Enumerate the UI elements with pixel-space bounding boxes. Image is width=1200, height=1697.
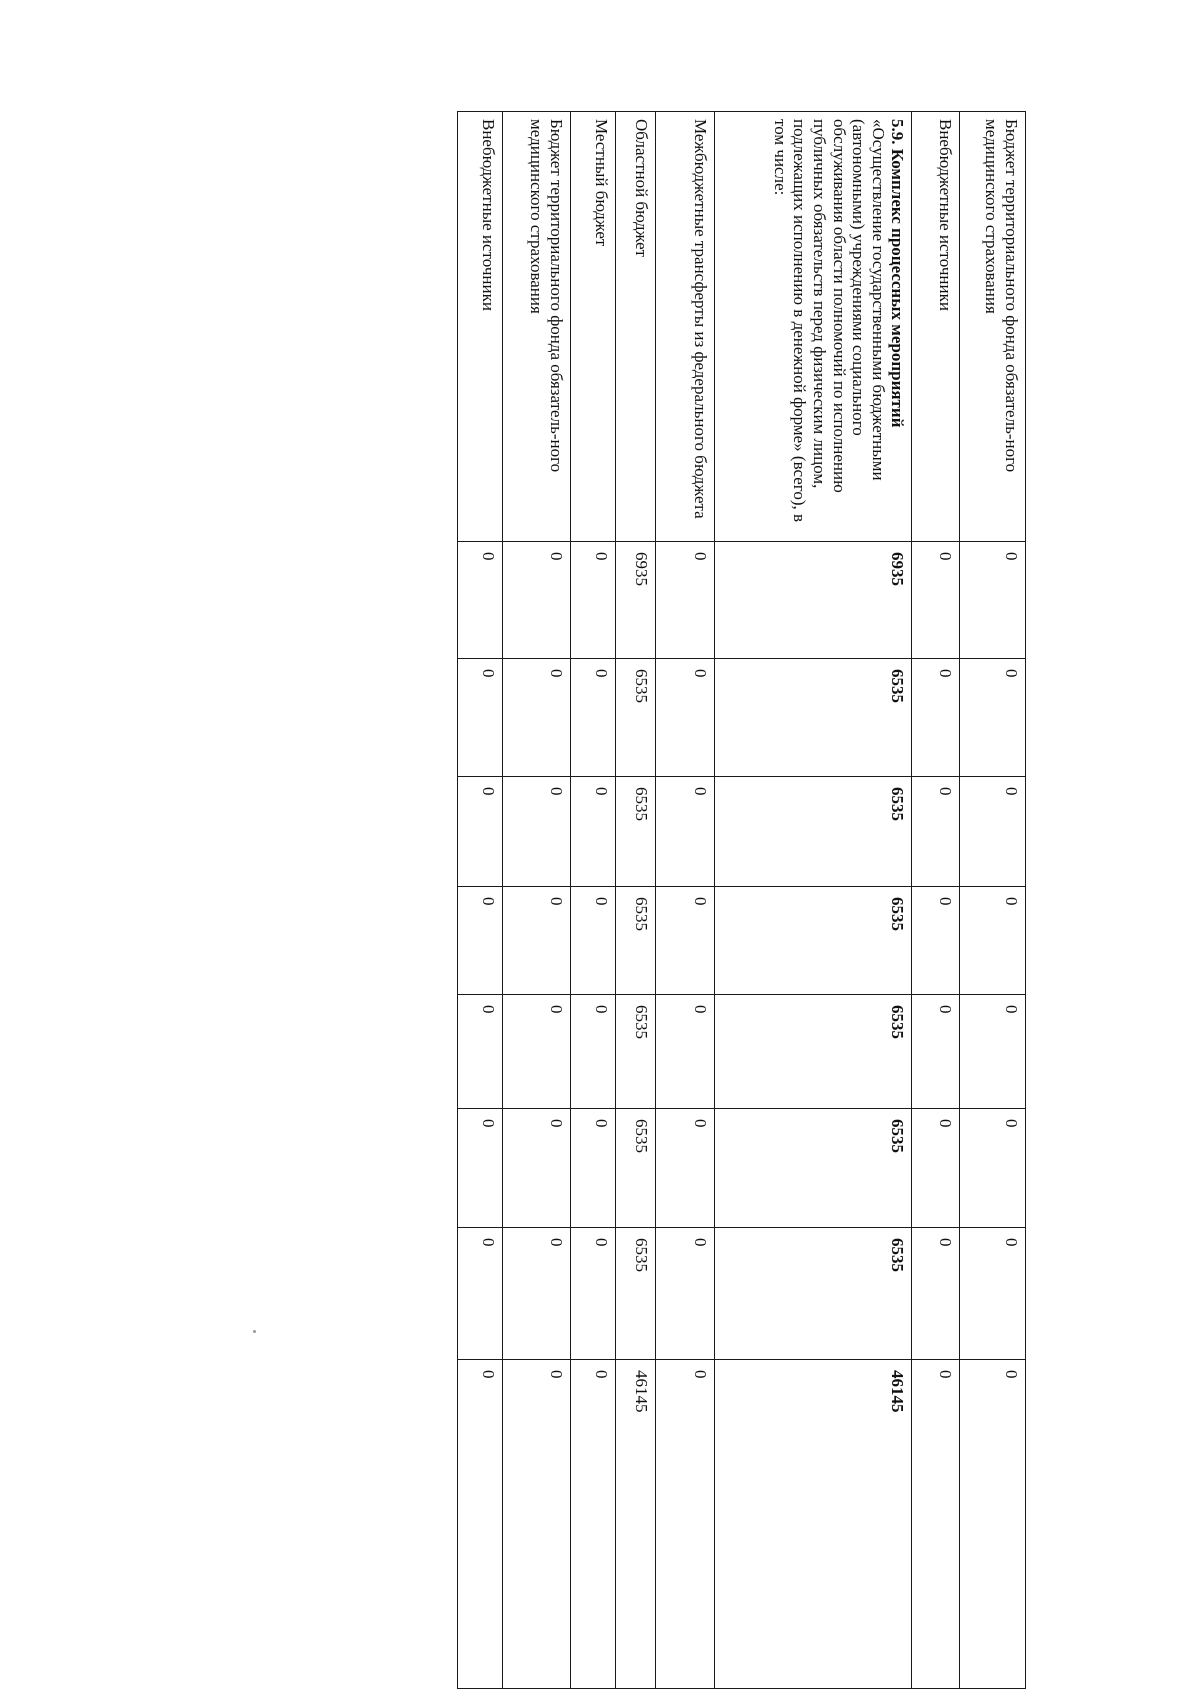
complex-title: 5.9. Комплекс процессных мероприятий (888, 119, 908, 428)
value-cell: 0 (656, 1228, 715, 1360)
budget-table-body (458, 112, 1026, 1689)
value-cell: 0 (959, 1109, 1025, 1228)
value-cell: 0 (503, 995, 571, 1109)
value-cell: 0 (912, 1109, 959, 1228)
value-cell: 6535 (615, 659, 655, 777)
value-cell: 6535 (615, 1109, 655, 1228)
value-cell: 0 (656, 659, 715, 777)
value-cell: 6535 (715, 659, 912, 777)
table-row (503, 112, 571, 1689)
value-cell: 0 (959, 995, 1025, 1109)
total-cell: 0 (959, 1360, 1025, 1689)
total-cell: 0 (503, 1360, 571, 1689)
value-cell: 6535 (615, 887, 655, 995)
value-cell: 0 (959, 542, 1025, 659)
table-row (458, 112, 503, 1689)
value-cell: 0 (912, 995, 959, 1109)
rotated-page-content (457, 111, 1026, 1688)
value-cell: 6935 (615, 542, 655, 659)
value-cell: 6535 (615, 995, 655, 1109)
value-cell: 6535 (615, 777, 655, 887)
value-cell: 0 (458, 1228, 503, 1360)
value-cell: 0 (458, 995, 503, 1109)
value-cell: 0 (656, 995, 715, 1109)
value-cell: 0 (458, 1109, 503, 1228)
total-cell: 46145 (615, 1360, 655, 1689)
value-cell: 0 (570, 777, 615, 887)
value-cell: 0 (458, 659, 503, 777)
row-label (715, 112, 912, 542)
row-label: Местный бюджет (570, 112, 615, 542)
value-cell: 0 (458, 887, 503, 995)
value-cell: 0 (503, 1228, 571, 1360)
row-label: Бюджет территориального фонда обязатель-ного медицинского страхования (959, 112, 1025, 542)
value-cell: 6535 (715, 777, 912, 887)
value-cell: 0 (458, 777, 503, 887)
total-cell: 0 (656, 1360, 715, 1689)
value-cell: 0 (570, 1109, 615, 1228)
value-cell: 0 (959, 659, 1025, 777)
value-cell: 6935 (715, 542, 912, 659)
value-cell: 6535 (715, 887, 912, 995)
table-row (959, 112, 1025, 1689)
value-cell: 0 (912, 1228, 959, 1360)
value-cell: 0 (656, 887, 715, 995)
value-cell: 0 (959, 777, 1025, 887)
value-cell: 6535 (715, 1109, 912, 1228)
value-cell: 0 (912, 542, 959, 659)
value-cell: 0 (570, 542, 615, 659)
value-cell: 0 (458, 542, 503, 659)
value-cell: 6535 (615, 1228, 655, 1360)
value-cell: 6535 (715, 995, 912, 1109)
value-cell: 0 (570, 659, 615, 777)
value-cell: 0 (503, 659, 571, 777)
value-cell: 0 (503, 887, 571, 995)
value-cell: 0 (570, 1228, 615, 1360)
value-cell: 0 (656, 777, 715, 887)
value-cell: 0 (570, 995, 615, 1109)
value-cell: 0 (503, 1109, 571, 1228)
row-label: Областной бюджет (615, 112, 655, 542)
value-cell: 6535 (715, 1228, 912, 1360)
row-label: Внебюджетные источники (458, 112, 503, 542)
value-cell: 0 (570, 887, 615, 995)
total-cell: 0 (458, 1360, 503, 1689)
budget-table (457, 111, 1026, 1689)
scan-speck (253, 1330, 256, 1333)
value-cell: 0 (656, 542, 715, 659)
total-cell: 0 (570, 1360, 615, 1689)
table-row (656, 112, 715, 1689)
table-row (912, 112, 959, 1689)
value-cell: 0 (503, 777, 571, 887)
value-cell: 0 (503, 542, 571, 659)
value-cell: 0 (912, 887, 959, 995)
complex-description: «Осуществление государственными бюджетными (автономными) учреждениями социального обслуживания области полномочий по исполнению публичных обязательств перед физическим лицом, подлежащих исполнению в денежной форме» (всего), в том числе: (770, 119, 888, 523)
table-row (615, 112, 655, 1689)
row-label: Межбюджетные трансферты из федерального бюджета (656, 112, 715, 542)
total-cell: 0 (912, 1360, 959, 1689)
value-cell: 0 (959, 1228, 1025, 1360)
row-label: Внебюджетные источники (912, 112, 959, 542)
value-cell: 0 (959, 887, 1025, 995)
value-cell: 0 (912, 659, 959, 777)
table-row (715, 112, 912, 1689)
table-row (570, 112, 615, 1689)
value-cell: 0 (656, 1109, 715, 1228)
row-label: Бюджет территориального фонда обязатель-ного медицинского страхования (503, 112, 571, 542)
value-cell: 0 (912, 777, 959, 887)
total-cell: 46145 (715, 1360, 912, 1689)
